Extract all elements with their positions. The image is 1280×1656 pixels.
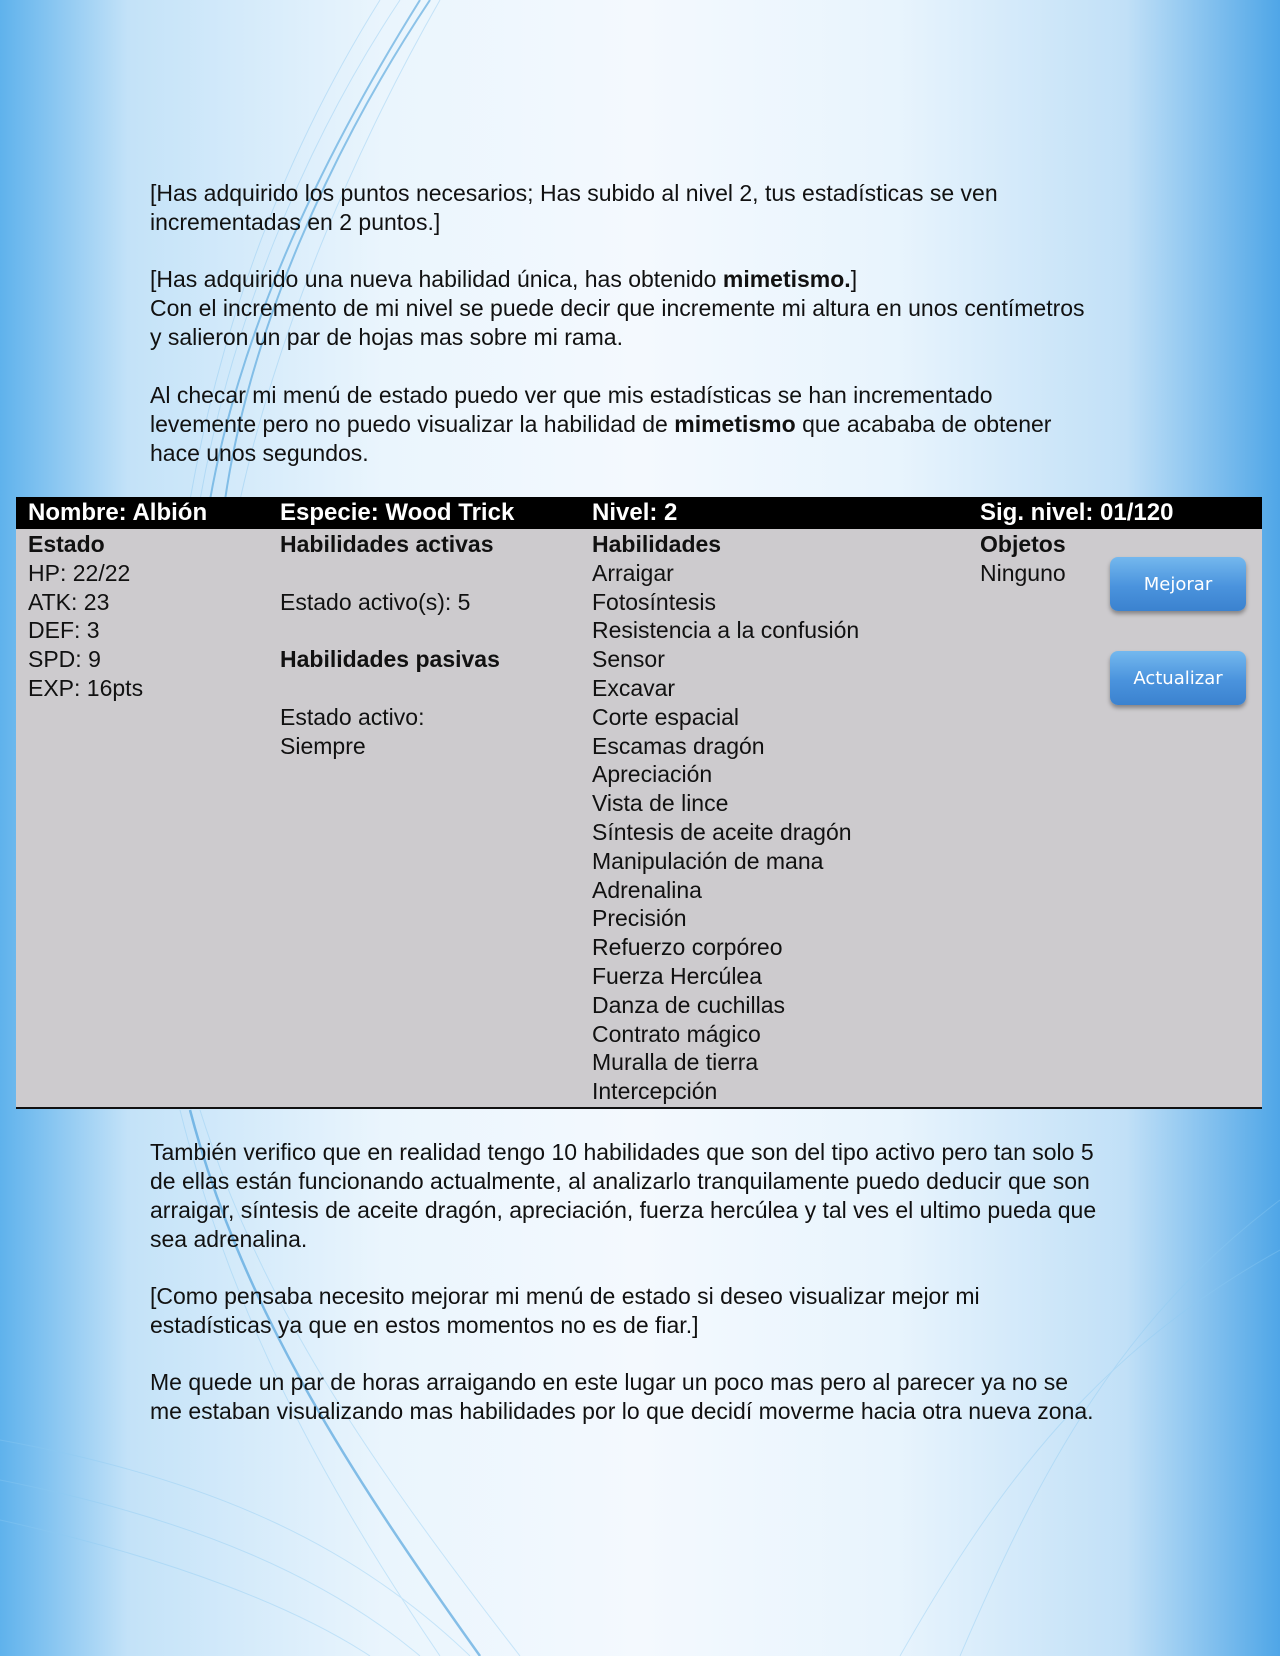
skill-item: Excavar (592, 674, 676, 701)
skill-item: Muralla de tierra (592, 1049, 759, 1076)
next-level-progress: Sig. nivel: 01/120 (980, 499, 1174, 526)
skill-item: Manipulación de mana (592, 847, 824, 874)
habilidades-tipo-column (280, 530, 500, 760)
character-name: Nombre: Albión (28, 499, 208, 526)
skill-item: Adrenalina (592, 876, 702, 903)
skill-item: Fotosíntesis (592, 588, 716, 615)
active-skills-title: Habilidades activas (280, 531, 494, 557)
update-button[interactable]: Actualizar (1110, 651, 1246, 705)
bold-term: mimetismo. (722, 266, 851, 292)
stat-def: DEF: 3 (28, 617, 100, 644)
skill-item: Fuerza Hercúlea (592, 962, 763, 989)
stat-spd: SPD: 9 (28, 646, 101, 673)
skill-item: Contrato mágico (592, 1020, 761, 1047)
improve-button[interactable]: Mejorar (1110, 557, 1246, 611)
skill-item: Danza de cuchillas (592, 991, 786, 1018)
skill-item: Intercepción (592, 1078, 718, 1105)
paragraph-text: ] (850, 266, 858, 292)
passive-skills-title: Habilidades pasivas (280, 646, 500, 673)
skills-list (592, 559, 859, 1106)
character-species: Especie: Wood Trick (280, 499, 515, 526)
skill-item: Escamas dragón (592, 732, 765, 759)
skill-item: Resistencia a la confusión (592, 617, 860, 644)
narrative-paragraph-p6 (150, 1368, 1100, 1426)
skills-title: Habilidades (592, 531, 722, 557)
status-menu-panel (16, 497, 1262, 1109)
passive-skills-state-label: Estado activo: (280, 703, 425, 730)
narrative-paragraph-p1 (150, 179, 1100, 237)
narrative-paragraph-p5 (150, 1282, 1100, 1340)
paragraph-text: Me quede un par de horas arraigando en este lugar un poco mas pero al parecer ya no se me estaban visualizando mas habilidades por lo que decidí moverme hacia otra nueva zona. (150, 1369, 1094, 1424)
stat-atk: ATK: 23 (28, 588, 110, 615)
items-title: Objetos (980, 531, 1066, 557)
narrative-paragraph-p2 (150, 265, 1100, 352)
habilidades-column (592, 530, 859, 1106)
stat-exp: EXP: 16pts (28, 674, 144, 701)
skill-item: Apreciación (592, 761, 713, 788)
estado-title: Estado (28, 531, 105, 557)
paragraph-text: [Como pensaba necesito mejorar mi menú de estado si deseo visualizar mejor mi estadísticas ya que en estos momentos no es de fiar.] (150, 1283, 980, 1338)
paragraph-text: [Has adquirido una nueva habilidad única, has obtenido (150, 266, 723, 292)
bold-term: mimetismo (674, 411, 796, 437)
paragraph-text: También verifico que en realidad tengo 10 habilidades que son del tipo activo pero tan solo 5 de ellas están funcionando actualmente, al analizarlo tranquilamente puedo deducir que son arraigar, síntesis de aceite dragón, apreciación, fuerza hercúlea y tal ves el ultimo pueda que sea adrenalina. (150, 1139, 1097, 1252)
estado-column (28, 530, 143, 703)
active-skills-state: Estado activo(s): 5 (280, 588, 471, 615)
skill-item: Refuerzo corpóreo (592, 934, 783, 961)
paragraph-text: Con el incremento de mi nivel se puede decir que incremente mi altura en unos centímetros y salieron un par de hojas mas sobre mi rama. (150, 295, 1085, 350)
skill-item: Precisión (592, 905, 687, 932)
skill-item: Síntesis de aceite dragón (592, 818, 852, 845)
paragraph-text: que acababa de obtener hace unos segundos. (150, 411, 1052, 466)
objetos-column (980, 530, 1066, 588)
item-entry: Ninguno (980, 559, 1066, 586)
stat-hp: HP: 22/22 (28, 559, 131, 586)
skill-item: Arraigar (592, 559, 674, 586)
narrative-paragraph-p3 (150, 381, 1100, 468)
passive-skills-state-value: Siempre (280, 732, 366, 759)
character-level: Nivel: 2 (592, 499, 678, 526)
skill-item: Corte espacial (592, 703, 740, 730)
skill-item: Sensor (592, 646, 665, 673)
skill-item: Vista de lince (592, 790, 729, 817)
narrative-paragraph-p4 (150, 1138, 1100, 1254)
paragraph-text: [Has adquirido los puntos necesarios; Has subido al nivel 2, tus estadísticas se ven incrementadas en 2 puntos.] (150, 180, 998, 235)
paragraph-text: Al checar mi menú de estado puedo ver que mis estadísticas se han incrementado levemente pero no puedo visualizar la habilidad de (150, 382, 993, 437)
status-header-bar (16, 497, 1262, 529)
